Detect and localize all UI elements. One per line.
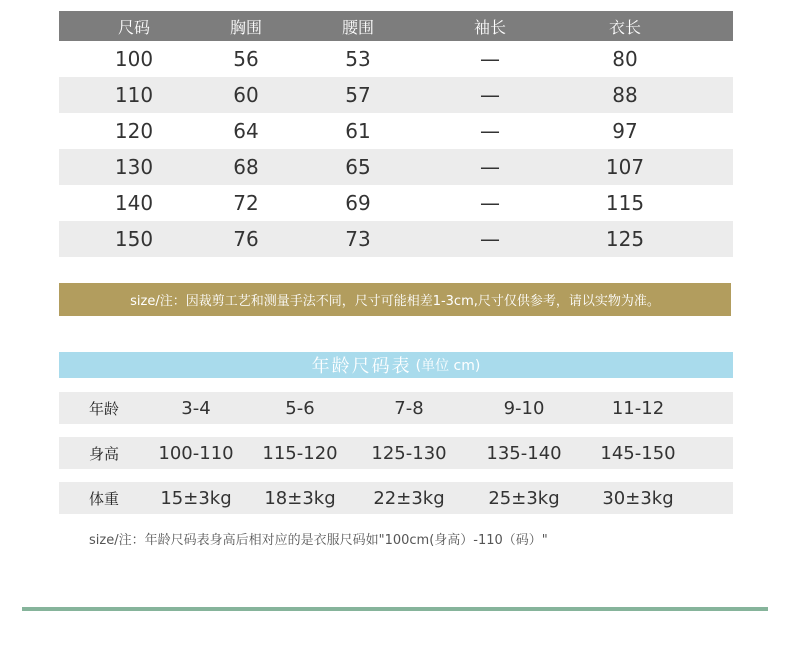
cell-sleeve: — [480, 119, 500, 143]
cell-value: 135-140 [486, 442, 562, 464]
table-row [59, 221, 733, 257]
cell-size: 140 [114, 191, 154, 215]
cell-value: 125-130 [371, 442, 447, 464]
age-banner-unit: (单位 cm) [415, 358, 481, 374]
cell-value: 11-12 [611, 397, 665, 419]
cell-chest: 64 [233, 119, 259, 143]
cell-chest: 56 [233, 47, 259, 71]
size-table-header [59, 11, 733, 41]
cell-value: 9-10 [503, 397, 545, 419]
cell-length: 97 [612, 119, 638, 143]
cell-sleeve: — [480, 191, 500, 215]
age-size-banner [59, 352, 733, 378]
cell-value: 22±3kg [373, 487, 445, 509]
table-row [59, 77, 733, 113]
cell-value: 145-150 [600, 442, 676, 464]
cell-size: 150 [114, 227, 154, 251]
cell-waist: 53 [345, 47, 371, 71]
cell-value: 18±3kg [264, 487, 336, 509]
cell-size: 120 [114, 119, 154, 143]
cell-length: 88 [612, 83, 638, 107]
age-table-row-weight [59, 482, 733, 514]
divider [22, 607, 768, 611]
cell-sleeve: — [480, 83, 500, 107]
cell-waist: 61 [345, 119, 371, 143]
cell-sleeve: — [480, 155, 500, 179]
cell-chest: 60 [233, 83, 259, 107]
row-label: 体重 [88, 489, 119, 508]
cell-value: 15±3kg [160, 487, 232, 509]
cell-chest: 76 [233, 227, 259, 251]
cell-sleeve: — [480, 47, 500, 71]
cell-chest: 68 [233, 155, 259, 179]
table-row [59, 41, 733, 77]
table-row [59, 149, 733, 185]
row-label: 年龄 [88, 399, 119, 418]
size-note-bar [59, 283, 731, 316]
cell-waist: 65 [345, 155, 371, 179]
cell-size: 110 [114, 83, 154, 107]
row-label: 身高 [88, 444, 119, 463]
cell-length: 115 [605, 191, 645, 215]
age-note-text: size/注：年龄尺码表身高后相对应的是衣服尺码如"100cm(身高）-110（码）" [89, 533, 548, 548]
header-waist: 腰围 [341, 17, 374, 37]
table-row [59, 185, 733, 221]
cell-chest: 72 [233, 191, 259, 215]
cell-length: 80 [612, 47, 638, 71]
table-row [59, 113, 733, 149]
cell-value: 3-4 [181, 397, 211, 419]
header-chest: 胸围 [229, 17, 262, 37]
cell-waist: 73 [345, 227, 371, 251]
cell-value: 115-120 [262, 442, 338, 464]
cell-size: 100 [114, 47, 154, 71]
cell-length: 107 [605, 155, 645, 179]
age-banner-title: 年龄尺码表 [311, 356, 412, 377]
cell-waist: 69 [345, 191, 371, 215]
cell-value: 7-8 [394, 397, 424, 419]
cell-length: 125 [605, 227, 645, 251]
age-table-row-age [59, 392, 733, 424]
cell-value: 25±3kg [488, 487, 560, 509]
size-note-text: size/注：因裁剪工艺和测量手法不同，尺寸可能相差1-3cm,尺寸仅供参考，请以实物为准。 [130, 294, 660, 309]
cell-sleeve: — [480, 227, 500, 251]
size-chart-table [59, 11, 733, 257]
cell-value: 30±3kg [602, 487, 674, 509]
cell-size: 130 [114, 155, 154, 179]
header-size: 尺码 [117, 17, 150, 37]
cell-waist: 57 [345, 83, 371, 107]
header-length: 衣长 [608, 17, 641, 37]
cell-value: 100-110 [158, 442, 234, 464]
cell-value: 5-6 [285, 397, 315, 419]
header-sleeve: 袖长 [473, 17, 506, 37]
age-table-row-height [59, 437, 733, 469]
